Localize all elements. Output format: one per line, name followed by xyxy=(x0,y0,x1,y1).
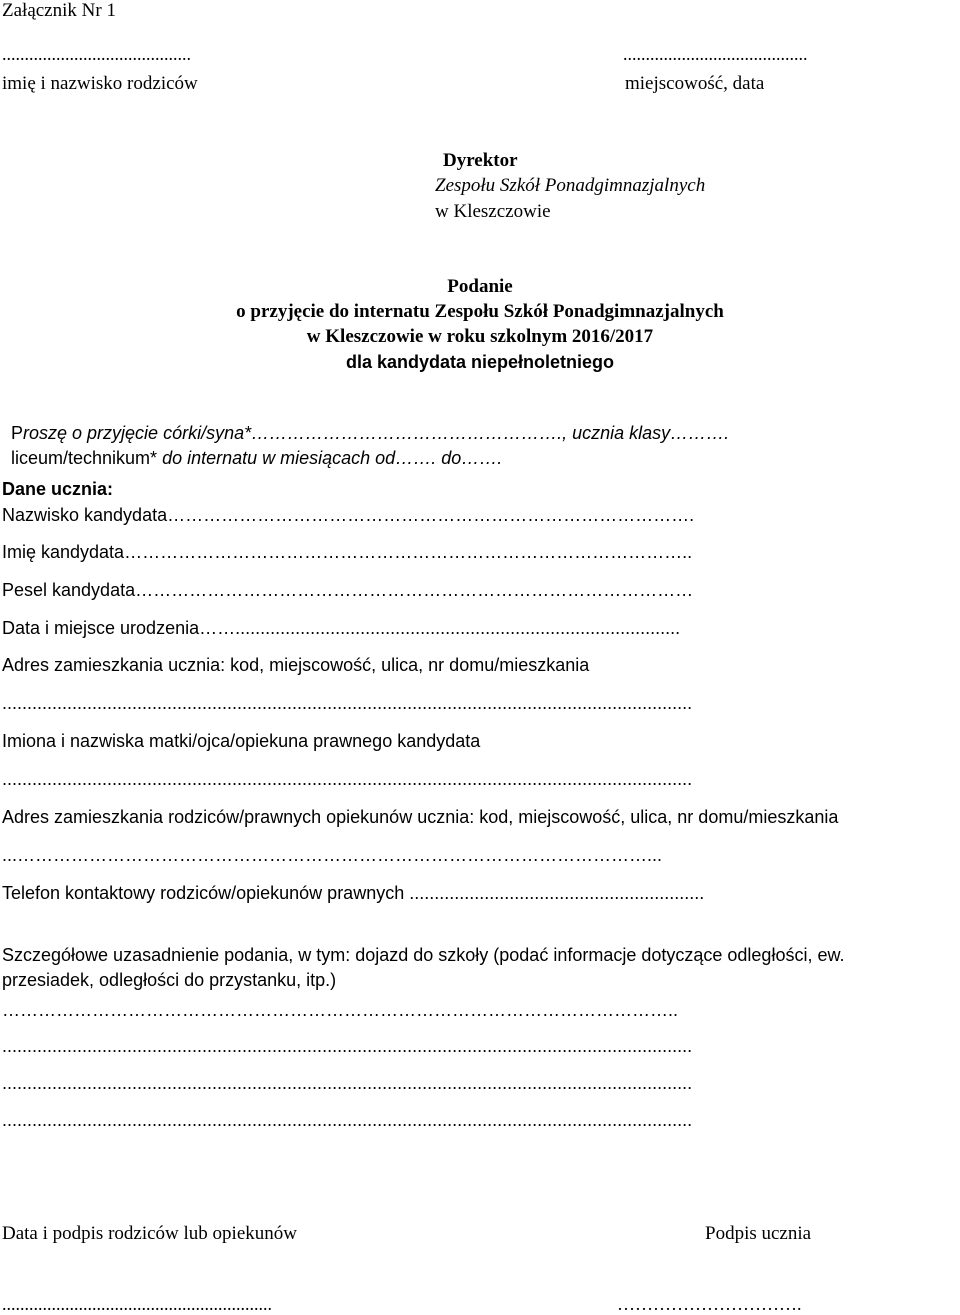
place-date-caption: miejscowość, data xyxy=(625,73,765,94)
student-address-dots: .......................................................................................................................................... xyxy=(2,693,693,713)
document-subtitle-1: o przyjęcie do internatu Zespołu Szkół Ponadgimnazjalnych xyxy=(236,301,724,322)
addressee-title: Dyrektor xyxy=(443,150,518,171)
student-address-label: Adres zamieszkania ucznia: kod, miejscowość, ulica, nr domu/mieszkania xyxy=(2,655,590,675)
addressee-school: Zespołu Szkół Ponadgimnazjalnych xyxy=(435,175,706,196)
justification-label-2: przesiadek, odległości do przystanku, itp.) xyxy=(2,970,337,990)
parents-names-dots: .......................................................................................................................................... xyxy=(2,769,693,789)
justification-dots-1: ………………………………………………………………………………………………….. xyxy=(2,1000,679,1020)
school-type: liceum/technikum* xyxy=(11,448,158,468)
document-subtitle-3: dla kandydata niepełnoletniego xyxy=(345,352,615,372)
attachment-label: Załącznik Nr 1 xyxy=(2,0,116,21)
birth-field: Data i miejsce urodzenia……......................................................................................... xyxy=(2,618,681,638)
parents-name-dots: .......................................... xyxy=(2,44,191,64)
pesel-field: Pesel kandydata………………………………………………………………………………… xyxy=(2,580,694,600)
addressee-location: w Kleszczowie xyxy=(435,201,551,222)
justification-label-1: Szczegółowe uzasadnienie podania, w tym: dojazd do szkoły (podać informacje dotyczące odległości, ew. xyxy=(2,945,845,965)
document-subtitle-2: w Kleszczowie w roku szkolnym 2016/2017 xyxy=(306,326,654,347)
parents-signature-dots: ............................................................ xyxy=(2,1294,272,1314)
request-text: roszę o przyjęcie córki/syna*……………………………………………., ucznia klasy………. xyxy=(23,423,730,443)
parents-name-caption: imię i nazwisko rodziców xyxy=(2,73,198,94)
justification-dots-2: .......................................................................................................................................... xyxy=(2,1036,693,1056)
phone-field: Telefon kontaktowy rodziców/opiekunów prawnych ........................................................... xyxy=(2,883,705,903)
request-months: do internatu w miesiącach od……. do……. xyxy=(157,448,503,468)
request-line-2 xyxy=(2,427,502,469)
surname-field: Nazwisko kandydata……………………………………………………………………………. xyxy=(2,505,695,525)
student-signature-label: Podpis ucznia xyxy=(705,1223,812,1244)
student-data-heading: Dane ucznia: xyxy=(2,479,114,499)
place-date-dots: ......................................... xyxy=(623,44,808,64)
document-title: Podanie xyxy=(447,276,513,297)
justification-dots-3: .......................................................................................................................................... xyxy=(2,1073,693,1093)
first-name-field: Imię kandydata………………………………………………………………………………….. xyxy=(2,542,693,562)
justification-dots-4: .......................................................................................................................................... xyxy=(2,1110,693,1130)
parents-signature-label: Data i podpis rodziców lub opiekunów xyxy=(2,1223,297,1244)
request-prefix: P xyxy=(11,423,24,443)
parents-address-dots: ...……………………………………………………………………………………………... xyxy=(2,845,663,865)
parents-names-label: Imiona i nazwiska matki/ojca/opiekuna prawnego kandydata xyxy=(2,731,481,751)
parents-address-label: Adres zamieszkania rodziców/prawnych opiekunów ucznia: kod, miejscowość, ulica, nr domu/mieszkania xyxy=(2,807,839,827)
student-signature-dots: …………………………. xyxy=(617,1294,802,1314)
